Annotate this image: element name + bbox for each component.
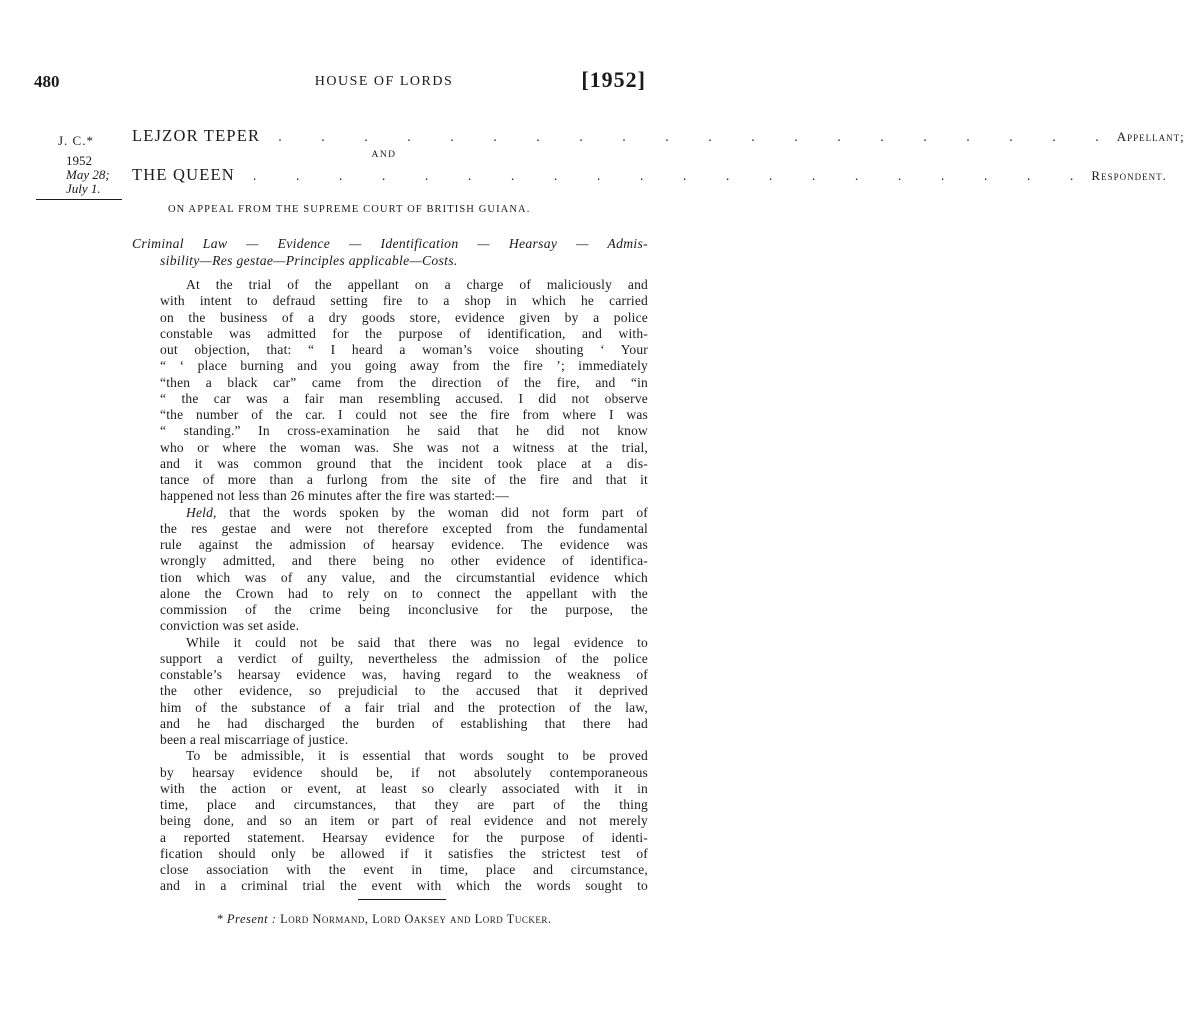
report-year: [1952] bbox=[581, 67, 646, 92]
margin-year: 1952 bbox=[66, 153, 92, 168]
text-line: by hearsay evidence should be, if not absolutely contemporaneous bbox=[160, 764, 648, 780]
margin-date-hearing: May 28; bbox=[66, 167, 110, 182]
text-line: the other evidence, so prejudicial to the accused that it deprived bbox=[160, 683, 648, 699]
margin-rule bbox=[36, 199, 122, 200]
respondent-role: Respondent. bbox=[1091, 168, 1167, 183]
appellant-row bbox=[132, 126, 1185, 146]
text-line: close association with the event in time, place and circumstance, bbox=[160, 862, 648, 877]
footnote-marker: * Present : bbox=[216, 912, 277, 926]
text-line: out objection, that: “ I heard a woman’s voice shouting ‘ Your bbox=[160, 342, 648, 357]
text-line: While it could not be said that there was no legal evidence to bbox=[186, 634, 648, 650]
text-line: and it was common ground that the incident took place at a dis- bbox=[160, 455, 648, 471]
margin-court-note: J. C.* bbox=[58, 133, 94, 148]
text-line: with intent to defraud setting fire to a shop in which he carried bbox=[160, 293, 648, 309]
held-text: that the words spoken by the woman did not form part of bbox=[216, 504, 648, 520]
leader-dots: . . . . . . . . . . . . . . . . . . . . bbox=[252, 169, 1092, 184]
held-lead: Held, bbox=[186, 504, 217, 520]
appeal-line: ON APPEAL FROM THE SUPREME COURT OF BRITISH GUIANA. bbox=[168, 204, 531, 215]
text-line: on the business of a dry goods store, evidence given by a police bbox=[160, 309, 648, 325]
text-line: constable’s hearsay evidence was, having regard to the weakness of bbox=[160, 667, 648, 682]
catchwords-line-1: Criminal Law — Evidence — Identification — Hearsay — Admis- bbox=[132, 236, 648, 251]
catchwords-line-2: sibility—Res gestae—Principles applicable—Costs. bbox=[160, 253, 458, 268]
text-line: the res gestae and were not therefore excepted from the fundamental bbox=[160, 520, 648, 536]
leader-dots: . . . . . . . . . . . . . . . . . . . . bbox=[278, 130, 1117, 145]
text-line: with the action or event, at least so clearly associated with it in bbox=[160, 780, 648, 796]
text-line: a reported statement. Hearsay evidence for the purpose of identi- bbox=[160, 829, 648, 845]
respondent-name: THE QUEEN bbox=[132, 165, 235, 184]
text-line: who or where the woman was. She was not a witness at the trial, bbox=[160, 439, 648, 455]
text-line: happened not less than 26 minutes after the fire was started:— bbox=[160, 488, 510, 504]
and-word: AND bbox=[371, 150, 397, 160]
text-line: “then a black car” came from the direction of the fire, and “in bbox=[160, 374, 648, 390]
text-line bbox=[160, 505, 648, 521]
text-line: rule against the admission of hearsay evidence. The evidence was bbox=[160, 537, 648, 552]
respondent-row bbox=[132, 165, 1167, 185]
text-line: being done, and so an item or part of real evidence and not merely bbox=[160, 813, 648, 829]
text-line: “ the car was a fair man resembling accused. I did not observe bbox=[160, 390, 648, 406]
text-line: support a verdict of guilty, nevertheless the admission of the police bbox=[160, 650, 648, 666]
text-line: him of the substance of a fair trial and the protection of the law, bbox=[160, 699, 648, 715]
text-line: “the number of the car. I could not see the fire from where I was bbox=[160, 407, 648, 422]
text-line: and in a criminal trial the event with which the words sought to bbox=[160, 878, 648, 894]
text-line: constable was admitted for the purpose of identification, and with- bbox=[160, 325, 648, 341]
text-line: “ standing.” In cross-examination he said that he did not know bbox=[160, 423, 648, 439]
text-line: conviction was set aside. bbox=[160, 618, 300, 634]
text-line: wrongly admitted, and there being no other evidence of identifica- bbox=[160, 553, 648, 569]
margin-date-judgment: July 1. bbox=[66, 181, 101, 196]
text-line: been a real miscarriage of justice. bbox=[160, 732, 349, 747]
appellant-role: Appellant; bbox=[1116, 129, 1185, 144]
text-line: “ ‘ place burning and you going away from the fire ’; immediately bbox=[160, 358, 648, 374]
text-line: commission of the crime being inconclusive for the purpose, the bbox=[160, 602, 648, 617]
running-head: HOUSE OF LORDS bbox=[314, 74, 454, 89]
text-line: time, place and circumstances, that they are part of the thing bbox=[160, 797, 648, 812]
text-line: and he had discharged the burden of establishing that there had bbox=[160, 715, 648, 731]
headnote-facts bbox=[160, 277, 648, 895]
footnote-rule bbox=[358, 899, 446, 900]
text-line: tance of more than a furlong from the site of the fire and that it bbox=[160, 472, 648, 487]
text-line: fication should only be allowed if it satisfies the strictest test of bbox=[160, 845, 648, 861]
text-line: alone the Crown had to rely on to connect the appellant with the bbox=[160, 585, 648, 601]
appellant-name: LEJZOR TEPER bbox=[132, 126, 261, 145]
page-number: 480 bbox=[34, 72, 60, 91]
text-line: At the trial of the appellant on a charge of maliciously and bbox=[186, 277, 648, 292]
footnote-text: Lord Normand, Lord Oaksey and Lord Tucker. bbox=[280, 912, 552, 926]
text-line: To be admissible, it is essential that words sought to be proved bbox=[186, 748, 648, 764]
footnote bbox=[0, 912, 768, 927]
text-line: tion which was of any value, and the circumstantial evidence which bbox=[160, 569, 648, 585]
margin-dates bbox=[66, 154, 126, 196]
